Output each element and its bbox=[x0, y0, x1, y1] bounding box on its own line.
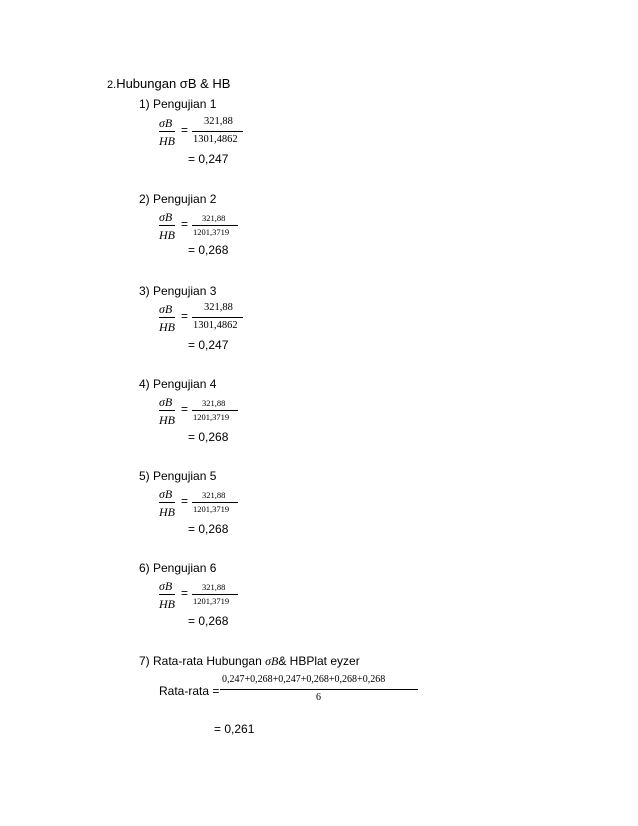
item-label: 4) Pengujian 4 bbox=[139, 377, 217, 391]
denominator-value: 1301,4862 bbox=[193, 320, 238, 331]
sigma-b-numerator: σB bbox=[159, 579, 173, 593]
sigma-b-numerator: σB bbox=[159, 395, 173, 409]
average-denominator: 6 bbox=[316, 692, 321, 703]
result-value: = 0,268 bbox=[188, 522, 229, 536]
fraction-bar-right bbox=[192, 502, 238, 503]
denominator-value: 1201,3719 bbox=[193, 412, 230, 422]
average-label bbox=[139, 654, 360, 669]
fraction-bar-left bbox=[159, 410, 175, 411]
hb-denominator: HB bbox=[159, 597, 175, 611]
hb-denominator: HB bbox=[159, 413, 175, 427]
average-result: = 0,261 bbox=[214, 722, 255, 736]
average-label-prefix: 7) Rata-rata Hubungan bbox=[139, 654, 266, 668]
equals-sign: = bbox=[181, 494, 189, 508]
fraction-bar-left bbox=[159, 502, 175, 503]
denominator-value: 1201,3719 bbox=[193, 596, 230, 606]
equals-sign: = bbox=[181, 309, 189, 323]
sigma-b-numerator: σB bbox=[159, 302, 173, 316]
sigma-b-numerator: σB bbox=[159, 116, 173, 130]
numerator-value: 321,88 bbox=[204, 302, 233, 313]
numerator-value: 321,88 bbox=[202, 490, 226, 500]
average-fraction-bar bbox=[220, 689, 418, 690]
hb-denominator: HB bbox=[159, 228, 175, 242]
section-title: Hubungan σB & HB bbox=[116, 76, 231, 91]
average-numerator: 0,247+0,268+0,247+0,268+0,268+0,268 bbox=[222, 674, 386, 685]
hb-denominator: HB bbox=[159, 505, 175, 519]
fraction-bar-right bbox=[192, 225, 238, 226]
fraction-bar-left bbox=[159, 317, 175, 318]
fraction-bar-right bbox=[192, 317, 243, 318]
sigma-b-numerator: σB bbox=[159, 487, 173, 501]
hb-denominator: HB bbox=[159, 320, 175, 334]
result-value: = 0,268 bbox=[188, 430, 229, 444]
fraction-bar-left bbox=[159, 225, 175, 226]
result-value: = 0,247 bbox=[188, 152, 229, 166]
denominator-value: 1301,4862 bbox=[193, 134, 238, 145]
fraction-bar-right bbox=[192, 131, 243, 132]
equals-sign: = bbox=[181, 586, 189, 600]
fraction-bar-left bbox=[159, 131, 175, 132]
item-label: 1) Pengujian 1 bbox=[139, 97, 217, 111]
denominator-value: 1201,3719 bbox=[193, 504, 230, 514]
fraction-bar-left bbox=[159, 594, 175, 595]
result-value: = 0,247 bbox=[188, 338, 229, 352]
section-number: 2. bbox=[107, 79, 117, 91]
numerator-value: 321,88 bbox=[202, 398, 226, 408]
hb-denominator: HB bbox=[159, 134, 175, 148]
result-value: = 0,268 bbox=[188, 614, 229, 628]
item-label: 5) Pengujian 5 bbox=[139, 469, 217, 483]
denominator-value: 1201,3719 bbox=[193, 227, 230, 237]
equals-sign: = bbox=[181, 402, 189, 416]
equals-sign: = bbox=[181, 217, 189, 231]
item-label: 6) Pengujian 6 bbox=[139, 561, 217, 575]
result-value: = 0,268 bbox=[188, 243, 229, 257]
fraction-bar-right bbox=[192, 594, 238, 595]
equals-sign: = bbox=[181, 123, 189, 137]
item-label: 3) Pengujian 3 bbox=[139, 284, 217, 298]
fraction-bar-right bbox=[192, 410, 238, 411]
sigma-b-numerator: σB bbox=[159, 210, 173, 224]
average-label-symbol: σB bbox=[265, 654, 279, 668]
average-lhs: Rata-rata = bbox=[159, 684, 220, 698]
numerator-value: 321,88 bbox=[202, 213, 226, 223]
section-heading bbox=[107, 76, 230, 91]
numerator-value: 321,88 bbox=[204, 116, 233, 127]
item-label: 2) Pengujian 2 bbox=[139, 192, 217, 206]
average-label-suffix: & HBPlat eyzer bbox=[278, 654, 360, 668]
numerator-value: 321,88 bbox=[202, 582, 226, 592]
